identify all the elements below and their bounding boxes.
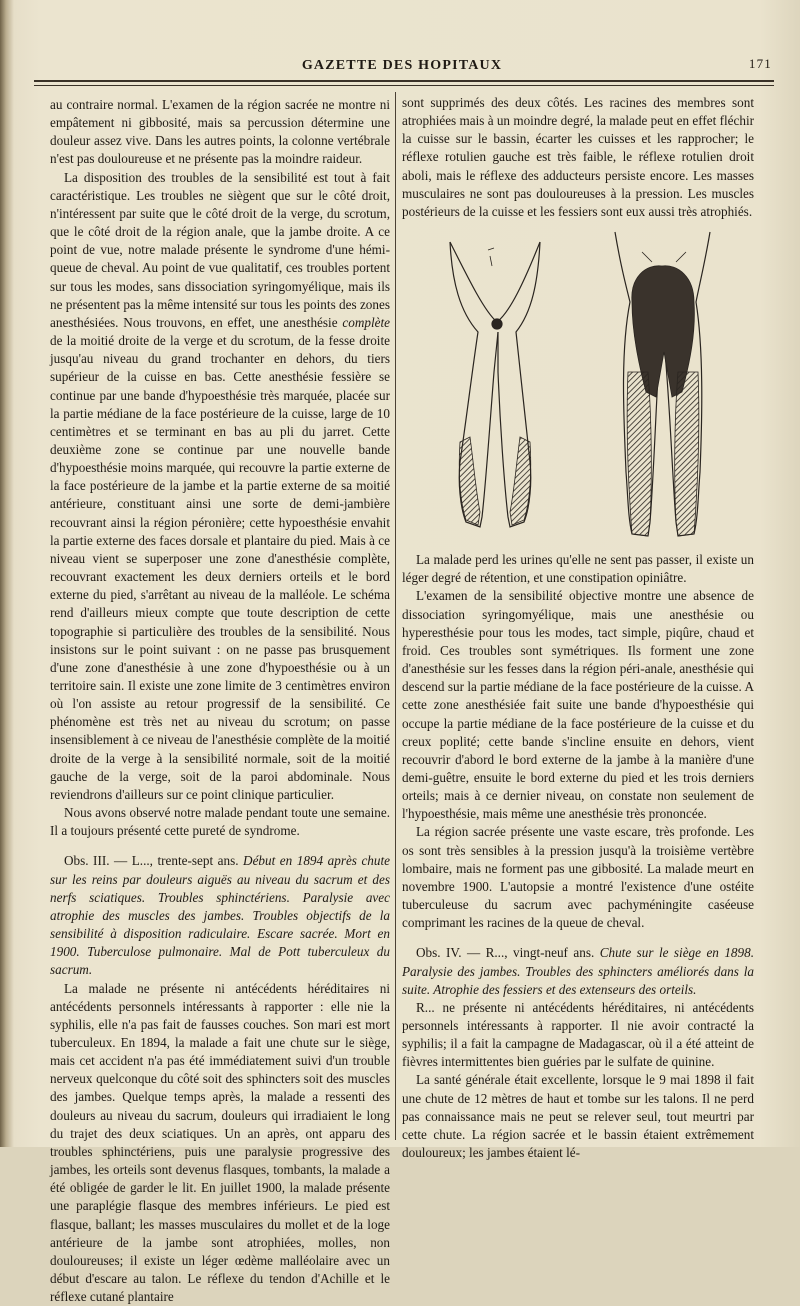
observation-heading bbox=[402, 944, 754, 998]
text-run: La disposition des troubles de la sensibilité est tout à fait caractéristique. Les troubles ne siègent que sur le côté droit, n'intéressent par suite que le côté droit de la verge, du scrotum, que le côté droit de la région anale, que la jambe droite. A ce point de vue, notre malade présente le syndrome d'une hémi-queue de cheval. Au point de vue qualitatif, ces troubles portent sur tous les modes, sans dissociation syringomyélique, mais ils ne présentent pas la même intensité sur tous les points des zones anesthésiées. Nous trouvons, en effet, une anesthésie bbox=[50, 170, 390, 330]
paragraph: R... ne présente ni antécédents héréditaires, ni antécédents personnels intéressants à rapporter. Il nie avoir contracté la syphilis; il a fait la campagne de Madagascar, où il a été atteint de fièvres intermittentes bien guéries par le sulfate de quinine. bbox=[402, 999, 754, 1072]
paragraph: La région sacrée présente une vaste escare, très profonde. Les os sont très sensibles à la pression jusqu'à la troisième vertèbre lombaire, mais ne forment pas une gibbosité. La malade meurt en novembre 1900. L'autopsie a montré l'existence d'une ostéite tuberculeuse du sacrum avec pachyméningite caséeuse comprimant les racines de la queue de cheval. bbox=[402, 823, 754, 932]
observation-heading bbox=[50, 852, 390, 979]
back-right-hypoesthesia-band bbox=[675, 372, 699, 536]
page-header bbox=[32, 56, 772, 76]
paragraph: sont supprimés des deux côtés. Les racines des membres sont atrophiées mais à un moindre degré, la malade peut en effet fléchir la cuisse sur le bassin, écarter les cuisses et les rapprocher; le réflexe rotulien gauche est très faible, le réflexe rotulien droit aboli, mais le réflexe des adducteurs persiste encore. Les masses musculaires ne sont pas douloureuses à la pression. Les muscles postérieurs de la cuisse et les fessiers sont eux aussi très atrophiés. bbox=[402, 94, 754, 221]
header-rule-thick bbox=[34, 80, 774, 82]
text-run: de la moitié droite de la verge et du scrotum, de la fesse droite jusqu'au niveau du grand trochanter en dehors, du tiers supérieur de la cuisse en bas. Cette anesthésie fessière se continue par une bande d'hypoesthésie très marquée, placée sur la partie médiane de la face postérieure de la cuisse, large de 10 centimètres et se terminant en bas au pli du jarret. Cette deuxième zone se continue par une nouvelle bande d'hypoesthésie moins marquée, qui recouvre la partie externe de la face postérieure de la jambe et la partie externe de sa moitié antérieure, constituant ainsi une sorte de demi-jambière recouvrant ainsi la région péronière; cette hypoesthésie envahit la partie externe des faces dorsale et plantaire du pied. Mais à ce niveau vient se superposer une zone d'anesthésie complète, recouvrant exactement les deux derniers orteils et le bord externe du pied, s'arrêtant au niveau de la malléole. Le schéma rend d'ailleurs mieux compte que toute description de cette topographie si particulière des troubles de la sensibilité. Nous insistons sur le point suivant : on ne passe pas brusquement d'une zone d'anesthésie à une zone d'hypoesthésie ou à un territoire sain. Il existe une zone limite de 3 centimètres environ où l'on assiste au retour progressif de la sensibilité. Ce phénomène est très net au niveau du scrotum; on passe insensiblement à ce niveau de l'anesthésie complète de la moitié droite de la verge à la sensibilité normale, soit de la moitié gauche de la verge, soit de la paroi abdominale. Nous reviendrons d'ailleurs sur ce point clinique particulier. bbox=[50, 333, 390, 802]
paragraph: au contraire normal. L'examen de la région sacrée ne montre ni empâtement ni gibbosité, mais sa percussion détermine une douleur assez vive. Dans les autres points, la colonne vertébrale n'est pas douloureuse et ne présente pas la moindre raideur. bbox=[50, 96, 390, 169]
legs-diagram bbox=[420, 222, 740, 542]
observation-label: Obs. III. — L..., trente-sept ans. bbox=[64, 853, 239, 868]
paragraph: La santé générale était excellente, lorsque le 9 mai 1898 il fait une chute de 12 mètres de haut et tombe sur les talons. Il ne perd pas connaissance mais ne peut se relever seul, tout meurtri par cette chute. La région sacrée et le bassin étaient extrêmement douloureux; les jambes étaient lé- bbox=[402, 1071, 754, 1162]
page-number: 171 bbox=[749, 56, 772, 72]
paragraph bbox=[50, 169, 390, 804]
header-rule-thin bbox=[34, 85, 774, 86]
paragraph: La malade perd les urines qu'elle ne sent pas passer, il existe un léger degré de rétention, et une constipation opiniâtre. bbox=[402, 551, 754, 587]
text-after-figure bbox=[402, 551, 754, 1162]
paragraph: La malade ne présente ni antécédents héréditaires ni antécédents personnels intéressants à rapporter : elle nie la syphilis, elle n'a pas fait de fausses couches. Son mari est mort tuberculeux. En 1894, la malade a fait une chute sur le siège, mais cet accident n'a pas été immédiatement suivi d'un trouble nerveux quelconque du côté soit des sphincters soit des muscles des jambes. Quelque temps après, la malade a ressenti des douleurs au niveau du sacrum, douleurs qui irradiaient le long du trajet des deux sciatiques. Un an après, ont apparu des troubles sphinctériens, puis une paralysie progressive des jambes, les orteils sont devenus flasques, tombants, la malade a été obligée de garder le lit. En juillet 1900, la malade présente une paraplégie flasque des membres inférieurs. Le pied est flasque, ballant; les masses musculaires du mollet et de la loge antérieure de la jambe sont atrophiées, molles, non douloureuses; il existe un léger œdème malléolaire avec un début d'escare au talon. Le réflexe du tendon d'Achille et le réflexe cutané plantaire bbox=[50, 980, 390, 1306]
journal-title: GAZETTE DES HOPITAUX bbox=[32, 58, 772, 74]
observation-summary: Chute sur le siège en 1898. Paralysie des jambes. Troubles des sphincters améliorés dans la suite. Atrophie des fessiers et des extenseurs des orteils. bbox=[402, 945, 754, 996]
observation-label: Obs. IV. — R..., vingt-neuf ans. bbox=[416, 945, 594, 960]
observation-summary: Début en 1894 après chute sur les reins par douleurs aiguës au niveau du sacrum et des nerfs sciatiques. Troubles sphinctériens. Paralysie avec atrophie des muscles des jambes. Troubles objectifs de la sensibilité à disposition radiculaire. Escare sacrée. Mort en 1900. Tuberculose pulmonaire. Mal de Pott tuberculeux du sacrum. bbox=[50, 853, 390, 977]
body-sensory-diagram-icon bbox=[420, 222, 740, 542]
paragraph: Nous avons observé notre malade pendant toute une semaine. Il a toujours présenté cette pureté de syndrome. bbox=[50, 804, 390, 840]
left-column bbox=[50, 96, 390, 1306]
column-divider bbox=[395, 92, 396, 1140]
emphasis: complète bbox=[342, 315, 390, 330]
paragraph: L'examen de la sensibilité objective montre une absence de dissociation syringomyélique, mais une anesthésie ou hyperesthésie pour tous les modes, tact simple, piqûre, chaud et froid. Ces troubles sont symétriques. Ils forment une zone d'anesthésie sur les fesses dans la région péri-anale, anesthésie qui descend sur la partie médiane de la face postérieure de la cuisse. A cette zone anesthésiée fait suite une bande d'hypoesthésie qui occupe la partie médiane de la face postérieure de la cuisse et du creux poplité; cette bande s'incline ensuite en dehors, vient recouvrir d'abord le bord externe de la jambe à la manière d'une demi-guêtre, ensuite le bord externe du pied et les trois derniers orteils; mais à ce dernier niveau, on constate non seulement de l'hypoesthésie, mais même une anesthésie très prononcée. bbox=[402, 587, 754, 823]
back-left-hypoesthesia-band bbox=[627, 372, 651, 536]
